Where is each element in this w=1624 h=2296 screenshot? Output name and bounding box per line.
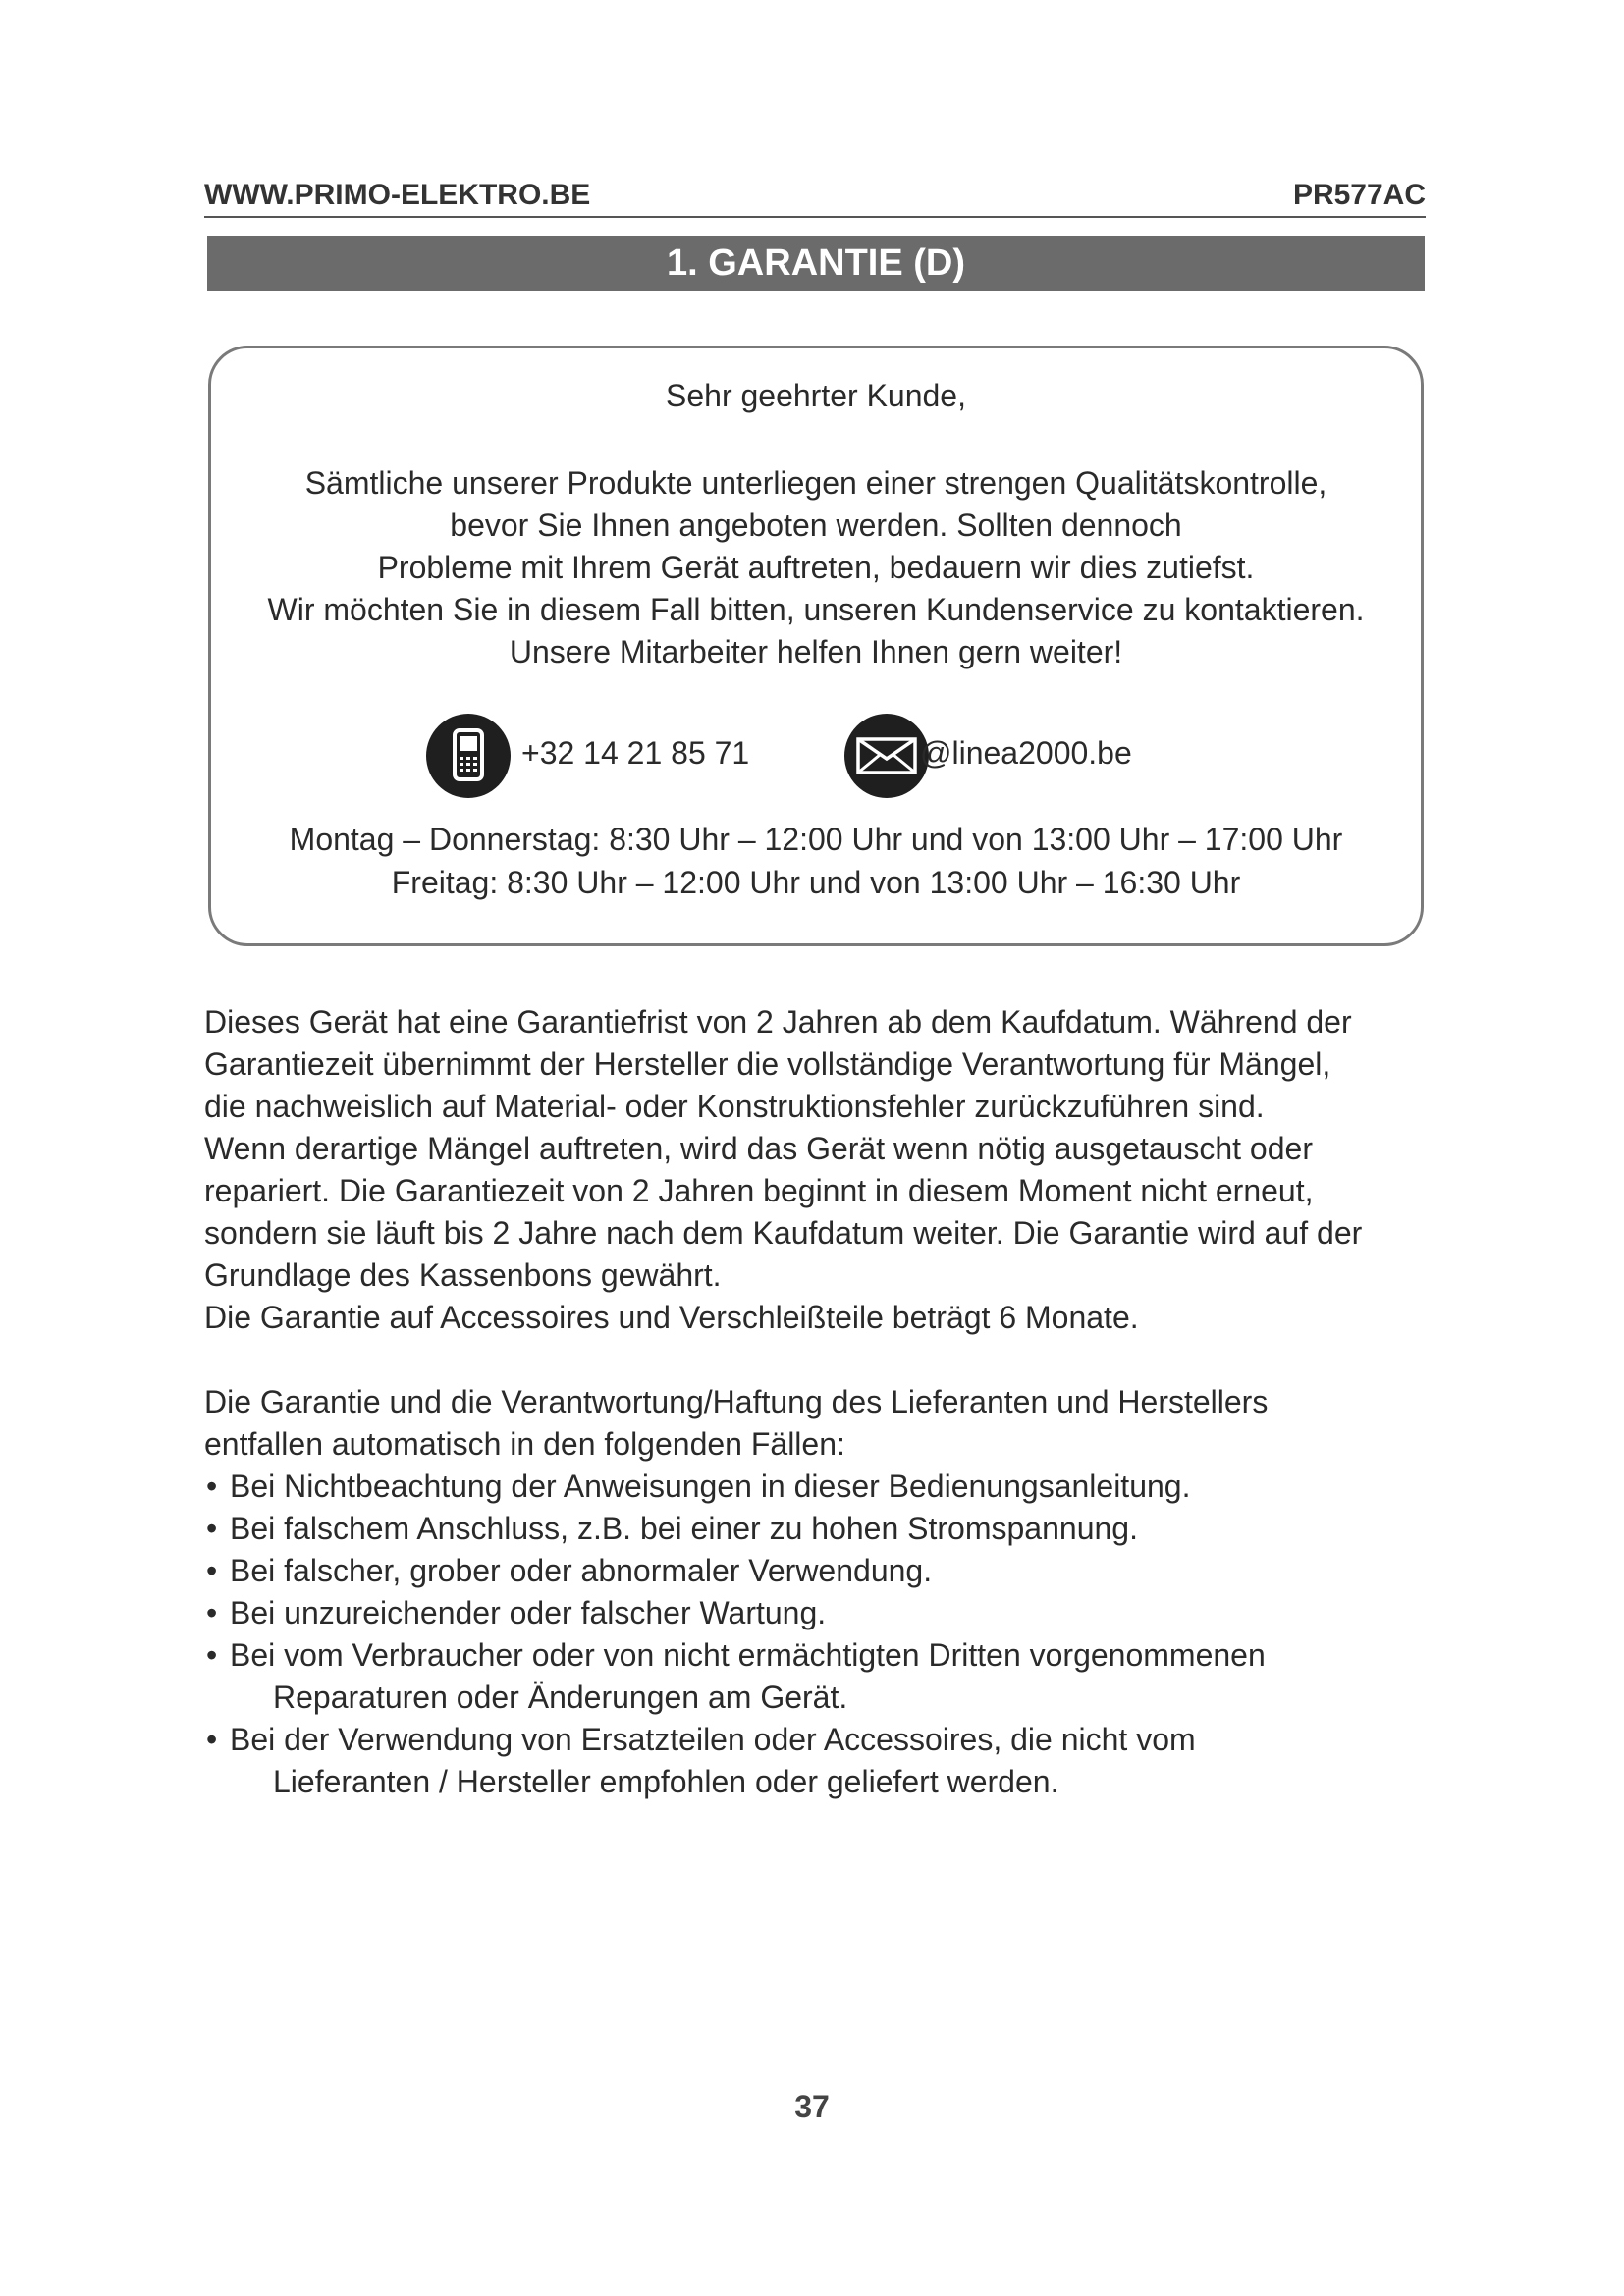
list-item-continuation: Lieferanten / Hersteller empfohlen oder geliefert werden.	[273, 1764, 1059, 1799]
paragraph-line: Wenn derartige Mängel auftreten, wird das Gerät wenn nötig ausgetauscht oder	[204, 1131, 1313, 1166]
list-item-text: • Bei vom Verbraucher oder von nicht ermächtigten Dritten vorgenommenen	[230, 1637, 1266, 1673]
list-item-text: • Bei Nichtbeachtung der Anweisungen in dieser Bedienungsanleitung.	[230, 1468, 1191, 1504]
phone-number[interactable]: +32 14 21 85 71	[521, 735, 750, 771]
paragraph-line: Dieses Gerät hat eine Garantiefrist von 2 Jahren ab dem Kaufdatum. Während der	[204, 1004, 1352, 1040]
list-item-continuation: Reparaturen oder Änderungen am Gerät.	[273, 1680, 848, 1715]
envelope-icon	[844, 714, 929, 798]
intro-line: bevor Sie Ihnen angeboten werden. Sollten dennoch	[450, 507, 1182, 543]
website-url: WWW.PRIMO-ELEKTRO.BE	[204, 179, 591, 211]
list-item	[204, 1550, 1432, 1592]
mobile-phone-icon	[426, 714, 511, 798]
model-number: PR577AC	[1292, 179, 1426, 211]
list-item	[204, 1508, 1432, 1550]
list-item-text: • Bei falschem Anschluss, z.B. bei einer zu hohen Stromspannung.	[230, 1511, 1138, 1546]
paragraph-line: repariert. Die Garantiezeit von 2 Jahren beginnt in diesem Moment nicht erneut,	[204, 1173, 1314, 1208]
paragraph-line: sondern sie läuft bis 2 Jahre nach dem Kaufdatum weiter. Die Garantie wird auf der	[204, 1215, 1363, 1251]
opening-hours	[211, 818, 1421, 904]
warranty-body	[204, 1001, 1432, 1803]
intro-line: Probleme mit Ihrem Gerät auftreten, bedauern wir dies zutiefst.	[377, 550, 1255, 585]
paragraph-line: Die Garantie auf Accessoires und Verschleißteile beträgt 6 Monate.	[204, 1300, 1139, 1335]
paragraph-line: Die Garantie und die Verantwortung/Haftung des Lieferanten und Herstellers	[204, 1384, 1269, 1419]
paragraph-line: Grundlage des Kassenbons gewährt.	[204, 1257, 722, 1293]
paragraph-line: entfallen automatisch in den folgenden Fällen:	[204, 1426, 845, 1462]
paragraph-line: die nachweislich auf Material- oder Konstruktionsfehler zurückzuführen sind.	[204, 1089, 1265, 1124]
list-item	[204, 1466, 1432, 1508]
list-item-text: • Bei der Verwendung von Ersatzteilen oder Accessoires, die nicht vom	[230, 1722, 1196, 1757]
intro-text	[211, 462, 1421, 673]
customer-service-box	[208, 346, 1424, 946]
paragraph-line: Garantiezeit übernimmt der Hersteller die vollständige Verantwortung für Mängel,	[204, 1046, 1331, 1082]
list-item-text: • Bei unzureichender oder falscher Wartung.	[230, 1595, 827, 1630]
intro-line: Sämtliche unserer Produkte unterliegen einer strengen Qualitätskontrolle,	[304, 465, 1327, 501]
exclusion-list	[204, 1466, 1432, 1803]
list-item	[204, 1592, 1432, 1634]
intro-line: Unsere Mitarbeiter helfen Ihnen gern weiter!	[509, 634, 1123, 669]
intro-line: Wir möchten Sie in diesem Fall bitten, unseren Kundenservice zu kontaktieren.	[267, 592, 1365, 627]
list-item	[204, 1634, 1432, 1719]
hours-line: Montag – Donnerstag: 8:30 Uhr – 12:00 Uhr und von 13:00 Uhr – 17:00 Uhr	[289, 822, 1343, 857]
page-header	[204, 173, 1426, 218]
greeting: Sehr geehrter Kunde,	[666, 378, 966, 413]
list-item-text: • Bei falscher, grober oder abnormaler Verwendung.	[230, 1553, 933, 1588]
email-address[interactable]: @linea2000.be	[920, 735, 1132, 771]
hours-line: Freitag: 8:30 Uhr – 12:00 Uhr und von 13:00 Uhr – 16:30 Uhr	[391, 865, 1241, 900]
list-item	[204, 1719, 1432, 1803]
page-number: 37	[794, 2089, 830, 2124]
section-title: 1. GARANTIE (D)	[207, 236, 1425, 291]
